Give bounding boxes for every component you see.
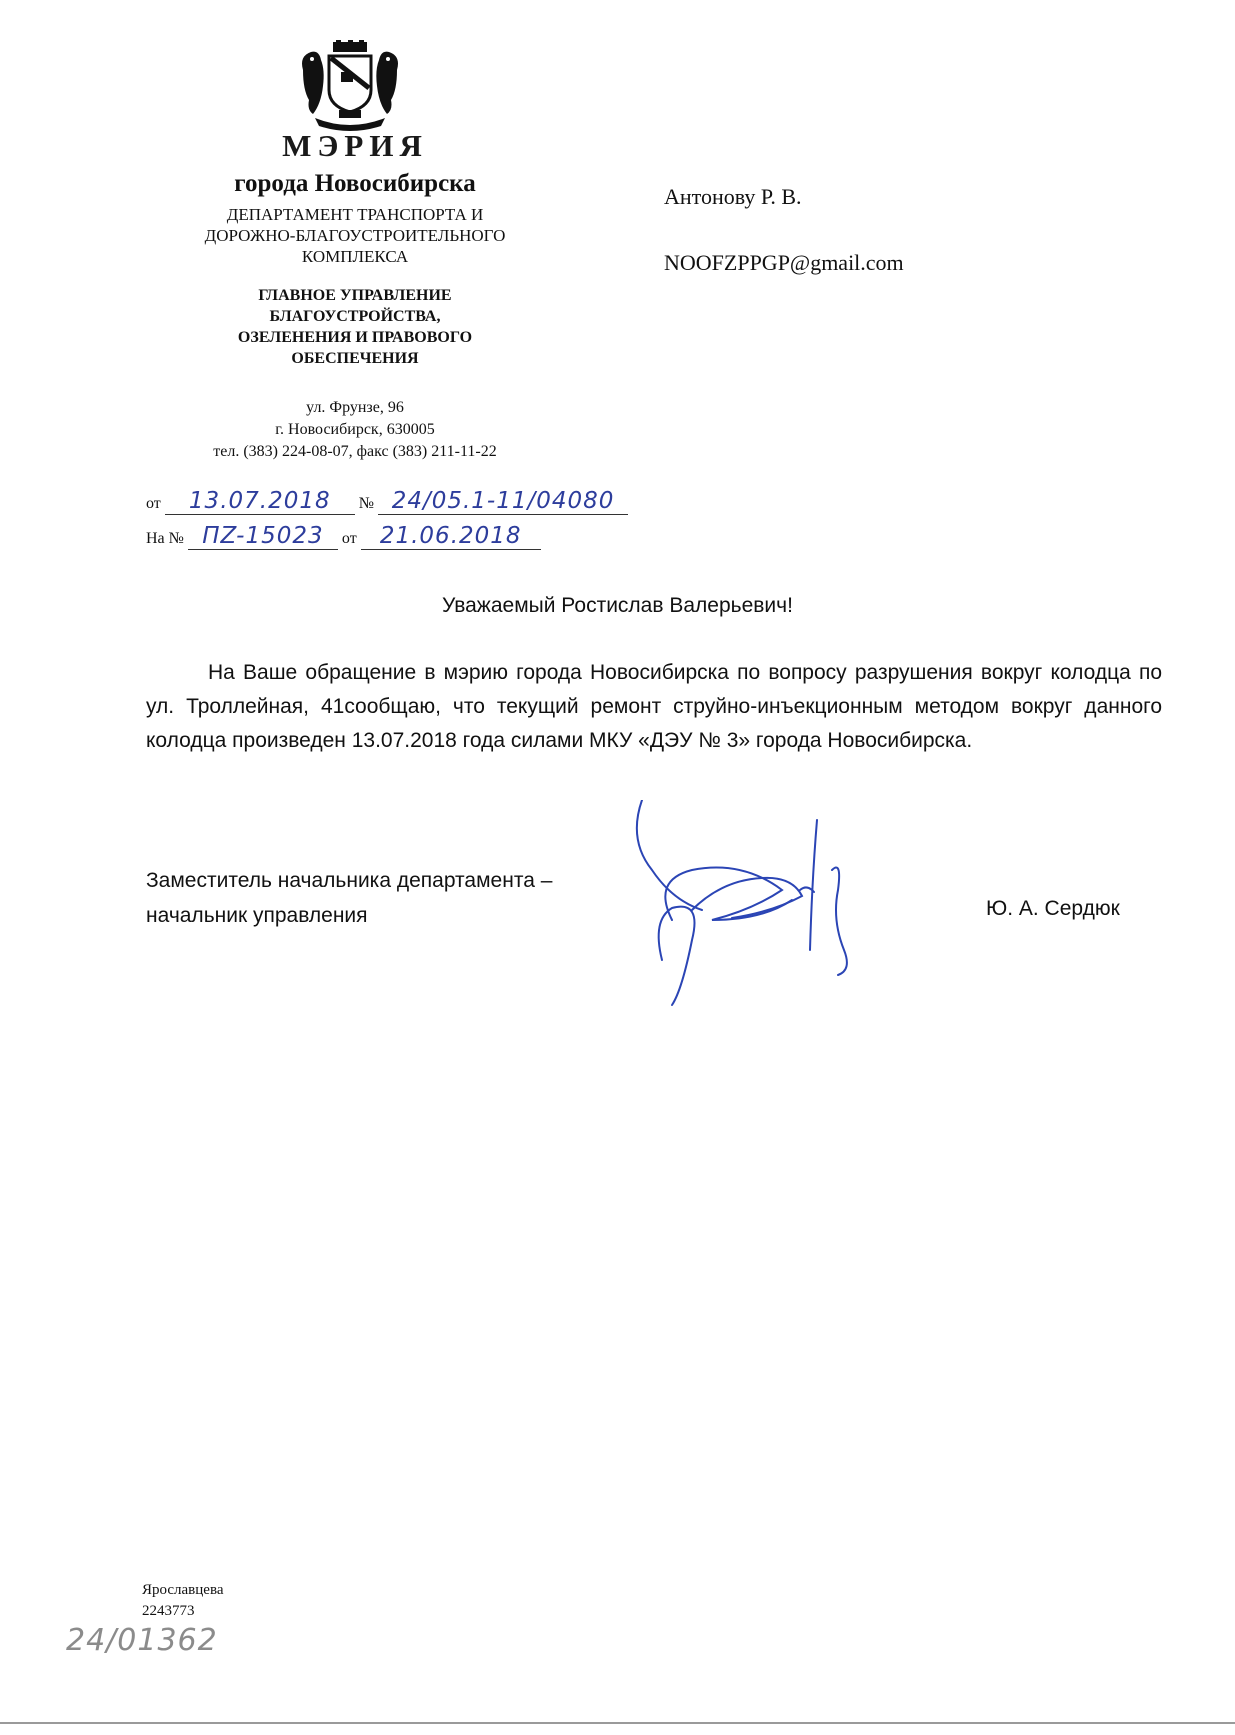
greeting: Уважаемый Ростислав Валерьевич! [442,594,793,617]
outgoing-date: 13.07.2018 [165,488,355,515]
executor-name: Ярославцева [142,1582,224,1598]
department-name: ДЕПАРТАМЕНТ ТРАНСПОРТА И ДОРОЖНО-БЛАГОУСТРОИТЕЛЬНОГО КОМПЛЕКСА [204,205,506,266]
recipient-email: NOOFZPPGP@gmail.com [664,250,904,275]
address-block: ул. Фрунзе, 96 г. Новосибирск, 630005 тел. (383) 224-08-07, факс (383) 211-11-22 [213,399,497,460]
outgoing-registration: от 13.07.2018 № 24/05.1-11/04080 [146,488,628,515]
signatory-title: Заместитель начальника департамента – начальник управления [146,869,553,927]
handwritten-registry-number: 24/01362 [66,1623,218,1658]
reply-number: ПZ-15023 [188,523,338,550]
executor-phone: 2243773 [142,1603,195,1619]
letter-body: На Ваше обращение в мэрию города Новосибирска по вопросу разрушения вокруг колодца по ул. Троллейная, 41сообщаю, что текущий ремонт струйно-инъекционным методом вокруг данного колодца произведен 13.07.2018 года силами МКУ «ДЭУ № 3» города Новосибирска. [146,661,1162,752]
outgoing-number: 24/05.1-11/04080 [378,488,628,515]
city-title: города Новосибирска [234,170,476,197]
novosibirsk-coat-of-arms-icon [295,40,405,132]
executor-info [142,1580,224,1622]
mayor-title: МЭРИЯ [282,128,428,163]
handwritten-signature [632,800,872,1010]
recipient-name: Антонову Р. В. [664,184,802,209]
incoming-registration: На № ПZ-15023 от 21.06.2018 [146,523,541,550]
reply-date: 21.06.2018 [361,523,541,550]
signatory-name: Ю. А. Сердюк [986,897,1120,920]
page-bottom-edge [0,1722,1235,1724]
management-name: ГЛАВНОЕ УПРАВЛЕНИЕ БЛАГОУСТРОЙСТВА, ОЗЕЛЕНЕНИЯ И ПРАВОВОГО ОБЕСПЕЧЕНИЯ [237,287,473,367]
